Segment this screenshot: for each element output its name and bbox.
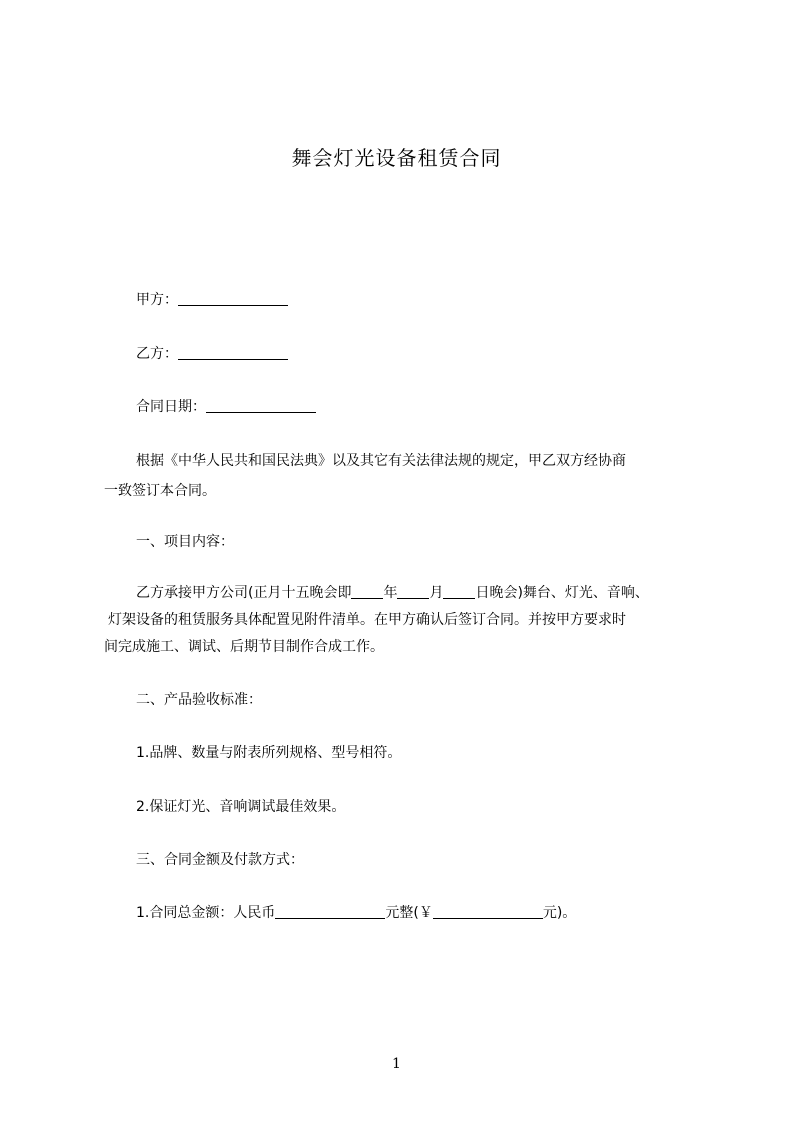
party-a-label: 甲方： [136,292,178,308]
section-1-heading: 一、项目内容： [136,534,234,550]
amount-words-blank [275,904,385,919]
section-1-prefix: 乙方承接甲方公司(正月十五晚会即 [136,585,352,601]
section-1-line-3: 间完成施工、调试、后期节目制作合成工作。 [104,639,384,655]
section-3-item-1 [104,903,736,923]
year-label: 年 [383,585,398,601]
party-b-blank [178,345,288,360]
amount-mid: 元整(￥ [385,905,433,921]
contract-date-blank [206,398,316,413]
party-b-line [104,344,736,364]
amount-suffix: 元)。 [542,905,577,921]
section-2-heading: 二、产品验收标准： [136,692,262,708]
year-blank [351,584,383,599]
preamble-line-2: 一致签订本合同。 [104,483,216,499]
section-1-line-1 [104,583,736,603]
section-1-line-2: 灯架设备的租赁服务具体配置见附件清单。在甲方确认后签订合同。并按甲方要求时 [108,612,626,628]
section-1-suffix: 日晚会)舞台、灯光、音响、 [475,585,649,601]
contract-date-line [104,397,736,417]
document-title: 舞会灯光设备租赁合同 [291,146,502,170]
preamble-line-1: 根据《中华人民共和国民法典》以及其它有关法律法规的规定，甲乙双方经协商 [136,453,626,469]
party-b-label: 乙方： [136,346,178,362]
amount-number-blank [433,904,543,919]
contract-date-label: 合同日期： [136,399,206,415]
party-a-blank [178,291,288,306]
day-blank [443,584,475,599]
section-2-item-1: 1.品牌、数量与附表所列规格、型号相符。 [136,745,402,761]
page-number: 1 [392,1056,401,1072]
section-2-item-2: 2.保证灯光、音响调试最佳效果。 [136,799,346,815]
month-label: 月 [429,585,444,601]
party-a-line [104,290,736,310]
amount-prefix: 1.合同总金额：人民币 [136,905,276,921]
month-blank [397,584,429,599]
section-3-heading: 三、合同金额及付款方式： [136,852,304,868]
